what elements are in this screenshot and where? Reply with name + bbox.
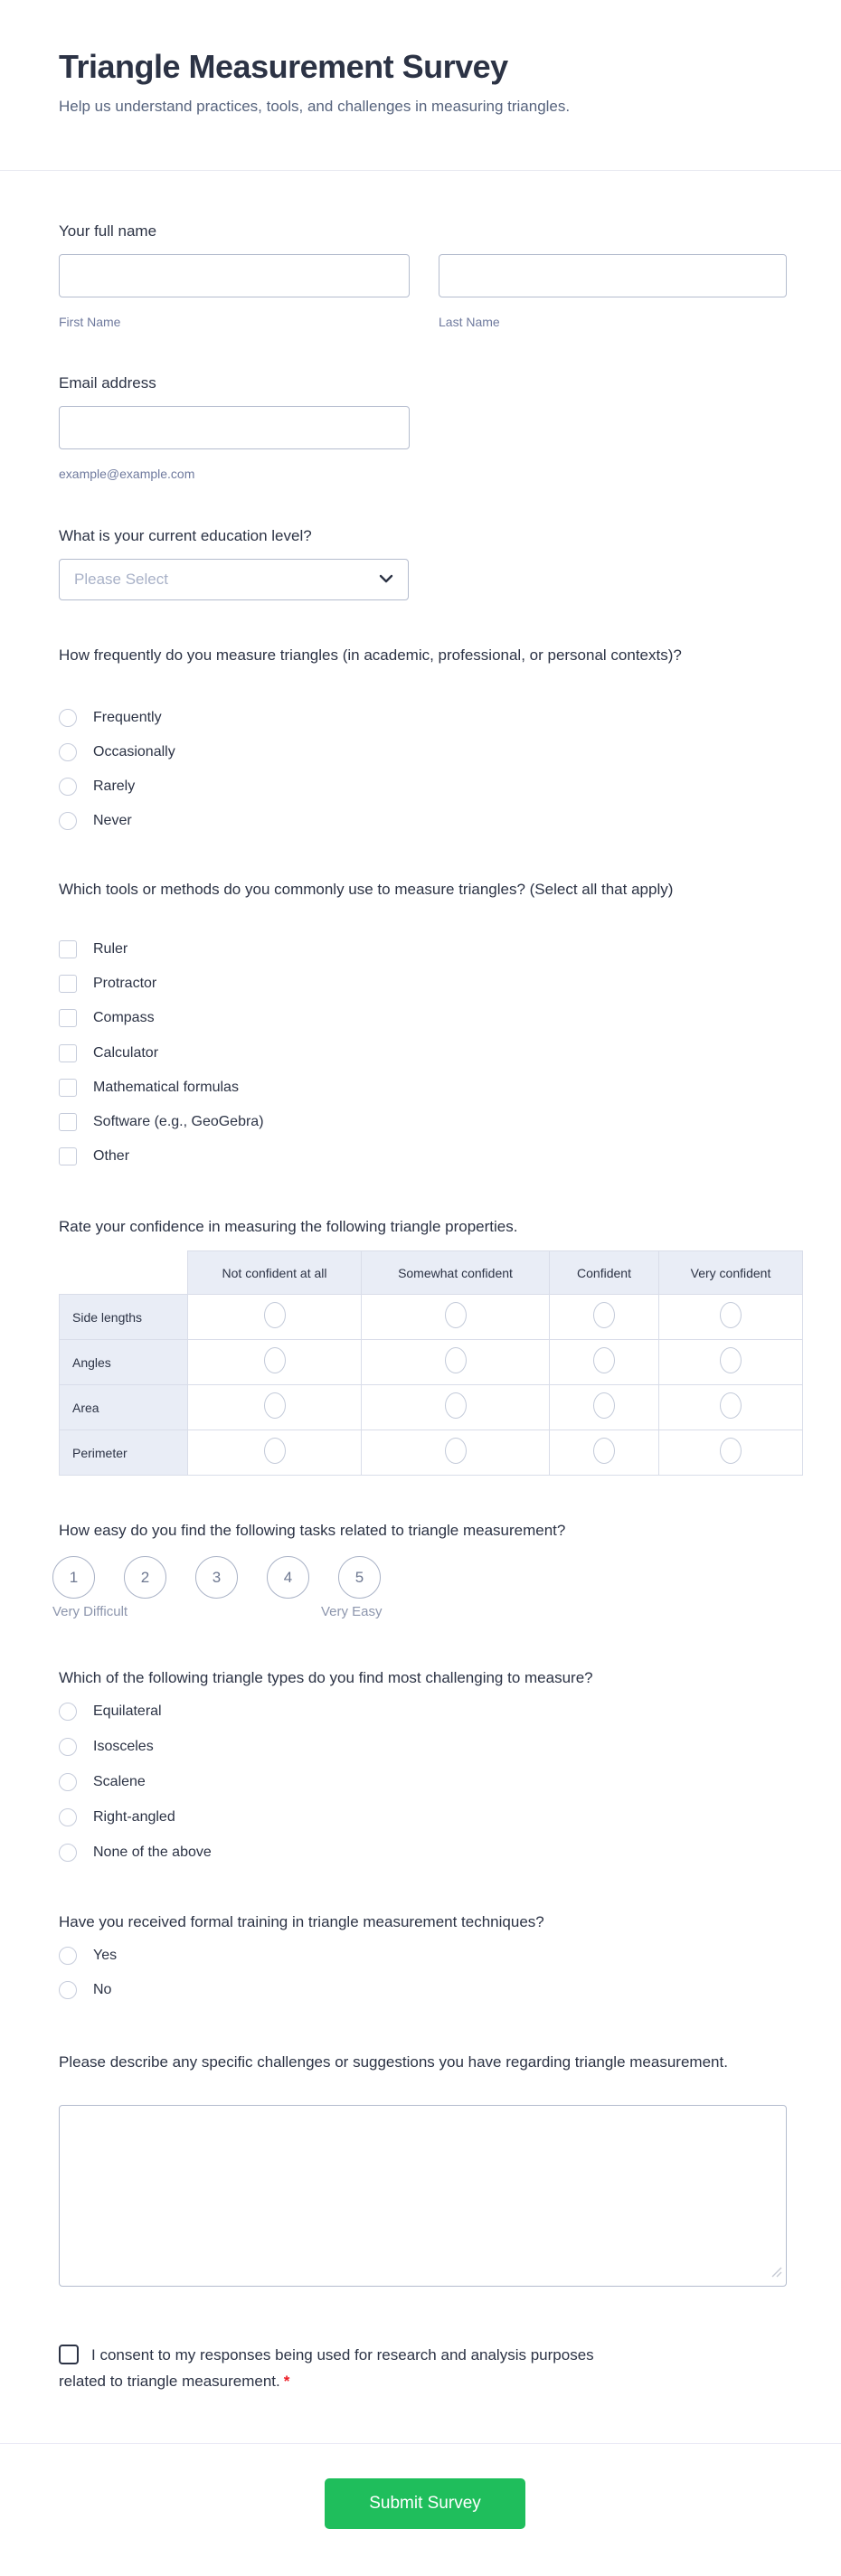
matrix-row-perimeter [60,1430,803,1476]
radio-icon[interactable] [59,812,77,830]
radio-option-scalene[interactable]: Scalene [59,1772,146,1792]
matrix-radio[interactable] [264,1347,286,1373]
radio-icon[interactable] [59,1703,77,1721]
matrix-column-header: Very confident [659,1251,803,1295]
matrix-row-header: Angles [60,1340,188,1385]
submit-button[interactable]: Submit Survey [325,2478,525,2529]
checkbox-icon[interactable] [59,1009,77,1027]
radio-option-none-of-the-above[interactable]: None of the above [59,1843,212,1863]
matrix-row-header: Side lengths [60,1295,188,1340]
radio-icon[interactable] [59,1773,77,1791]
email-input[interactable] [59,406,410,449]
scale-option-5[interactable]: 5 [338,1556,381,1599]
radio-icon[interactable] [59,709,77,727]
first-name-sublabel: First Name [59,315,121,329]
checkbox-icon[interactable] [59,1044,77,1062]
radio-icon[interactable] [59,1844,77,1862]
checkbox-icon[interactable] [59,1079,77,1097]
challenges-textarea-wrap [59,2105,787,2287]
matrix-radio[interactable] [720,1347,742,1373]
radio-option-yes[interactable]: Yes [59,1946,117,1966]
consent-checkbox-icon[interactable] [59,2345,79,2364]
checkbox-icon[interactable] [59,975,77,993]
email-label: Email address [59,374,156,392]
scale-option-3[interactable]: 3 [195,1556,238,1599]
page-title: Triangle Measurement Survey [59,48,508,85]
radio-icon[interactable] [59,1738,77,1756]
checkbox-option-protractor[interactable]: Protractor [59,974,156,994]
checkbox-option-ruler[interactable]: Ruler [59,939,128,959]
matrix-radio[interactable] [264,1392,286,1419]
radio-option-rarely[interactable]: Rarely [59,777,135,797]
page-subtitle: Help us understand practices, tools, and challenges in measuring triangles. [59,98,571,115]
checkbox-option-software[interactable]: Software (e.g., GeoGebra) [59,1112,264,1132]
matrix-radio[interactable] [720,1438,742,1464]
education-label: What is your current education level? [59,527,312,544]
checkbox-option-calculator[interactable]: Calculator [59,1043,158,1063]
radio-option-occasionally[interactable]: Occasionally [59,742,175,762]
footer-divider [0,2443,841,2444]
matrix-radio[interactable] [720,1392,742,1419]
checkbox-option-formulas[interactable]: Mathematical formulas [59,1078,239,1098]
matrix-radio[interactable] [593,1392,615,1419]
checkbox-icon[interactable] [59,940,77,958]
matrix-corner-cell [60,1251,188,1295]
radio-icon[interactable] [59,1981,77,1999]
checkbox-icon[interactable] [59,1113,77,1131]
last-name-sublabel: Last Name [439,315,500,329]
matrix-radio[interactable] [593,1438,615,1464]
radio-option-isosceles[interactable]: Isosceles [59,1737,154,1757]
matrix-column-header: Somewhat confident [362,1251,550,1295]
radio-option-no[interactable]: No [59,1980,111,2000]
matrix-column-header: Confident [550,1251,659,1295]
radio-icon[interactable] [59,778,77,796]
matrix-radio[interactable] [593,1347,615,1373]
checkbox-option-other[interactable]: Other [59,1146,129,1166]
chevron-down-icon [379,571,393,588]
radio-icon[interactable] [59,743,77,761]
scale-label: How easy do you find the following tasks related to triangle measurement? [59,1522,566,1539]
scale-max-label: Very Easy [321,1604,383,1619]
required-asterisk: * [283,2373,290,2390]
matrix-radio[interactable] [720,1302,742,1328]
radio-option-equilateral[interactable]: Equilateral [59,1702,162,1722]
scale-option-2[interactable]: 2 [124,1556,166,1599]
radio-option-right-angled[interactable]: Right-angled [59,1807,175,1827]
radio-icon[interactable] [59,1808,77,1826]
matrix-row-header: Area [60,1385,188,1430]
matrix-radio[interactable] [264,1438,286,1464]
triangle-types-label: Which of the following triangle types do you find most challenging to measure? [59,1669,593,1686]
matrix-radio[interactable] [445,1392,467,1419]
first-name-input[interactable] [59,254,410,297]
radio-option-never[interactable]: Never [59,811,132,831]
matrix-radio[interactable] [264,1302,286,1328]
scale-min-label: Very Difficult [52,1604,128,1619]
email-sublabel: example@example.com [59,467,195,481]
matrix-column-header: Not confident at all [188,1251,362,1295]
confidence-matrix-table [59,1250,803,1476]
challenges-label: Please describe any specific challenges or suggestions you have regarding triangle measurement. [59,2053,728,2071]
consent-option[interactable] [59,2342,638,2394]
education-select-placeholder: Please Select [74,571,168,588]
matrix-radio[interactable] [445,1347,467,1373]
challenges-textarea[interactable] [59,2105,787,2287]
consent-label: I consent to my responses being used for research and analysis purposes related to triangle measurement. [59,2346,594,2390]
checkbox-icon[interactable] [59,1147,77,1165]
last-name-input[interactable] [439,254,787,297]
scale-option-1[interactable]: 1 [52,1556,95,1599]
tools-label: Which tools or methods do you commonly use to measure triangles? (Select all that apply) [59,881,674,898]
matrix-label: Rate your confidence in measuring the following triangle properties. [59,1218,518,1235]
matrix-radio[interactable] [445,1302,467,1328]
scale-option-4[interactable]: 4 [267,1556,309,1599]
frequency-label: How frequently do you measure triangles (in academic, professional, or personal contexts)? [59,646,682,664]
training-label: Have you received formal training in triangle measurement techniques? [59,1913,544,1930]
matrix-radio[interactable] [593,1302,615,1328]
full-name-label: Your full name [59,222,157,240]
matrix-row-side-lengths [60,1295,803,1340]
matrix-radio[interactable] [445,1438,467,1464]
header-divider [0,170,841,171]
radio-icon[interactable] [59,1947,77,1965]
matrix-row-header: Perimeter [60,1430,188,1476]
checkbox-option-compass[interactable]: Compass [59,1008,155,1028]
radio-option-frequently[interactable]: Frequently [59,708,162,728]
matrix-row-area [60,1385,803,1430]
education-select[interactable] [59,559,409,600]
matrix-row-angles [60,1340,803,1385]
